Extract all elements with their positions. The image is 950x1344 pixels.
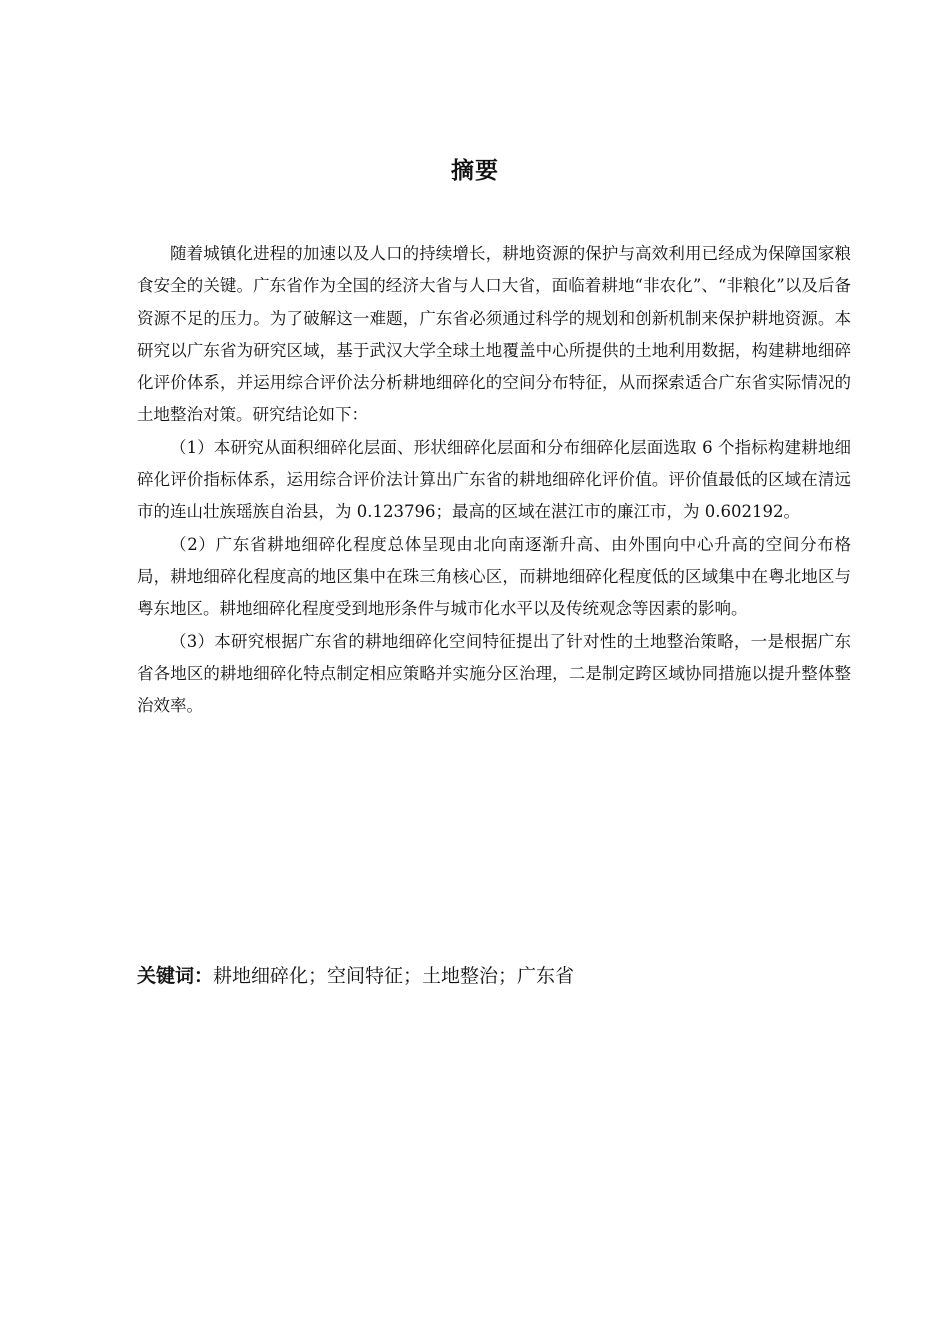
abstract-title: 摘要 — [451, 158, 499, 184]
keywords-label: 关键词： — [137, 965, 214, 987]
abstract-paragraph-conclusion-3: （3）本研究根据广东省的耕地细碎化空间特征提出了针对性的土地整治策略，一是根据广东省各地区的耕地细碎化特点制定相应策略并实施分区治理，二是制定跨区域协同措施以提升整体整治效率。 — [137, 631, 851, 716]
abstract-paragraph-conclusion-1: （1）本研究从面积细碎化层面、形状细碎化层面和分布细碎化层面选取 6 个指标构建耕地细碎化评价指标体系，运用综合评价法计算出广东省的耕地细碎化评价值。评价值最低的区域在清远市的连山壮族瑶族自治县，为 0.123796；最高的区域在湛江市的廉江市，为 0.602192。 — [137, 437, 851, 522]
keywords-line — [137, 960, 851, 992]
abstract-paragraph-conclusion-2: （2）广东省耕地细碎化程度总体呈现由北向南逐渐升高、由外围向中心升高的空间分布格局，耕地细碎化程度高的地区集中在珠三角核心区，而耕地细碎化程度低的区域集中在粤北地区与粤东地区。耕地细碎化程度受到地形条件与城市化水平以及传统观念等因素的影响。 — [137, 534, 851, 619]
keywords-text: 耕地细碎化；空间特征；土地整治；广东省 — [213, 965, 575, 987]
abstract-body — [137, 238, 851, 722]
abstract-paragraph-intro: 随着城镇化进程的加速以及人口的持续增长，耕地资源的保护与高效利用已经成为保障国家粮食安全的关键。广东省作为全国的经济大省与人口大省，面临着耕地“非农化”、“非粮化”以及后备资源不足的压力。为了破解这一难题，广东省必须通过科学的规划和创新机制来保护耕地资源。本研究以广东省为研究区域，基于武汉大学全球土地覆盖中心所提供的土地利用数据，构建耕地细碎化评价体系，并运用综合评价法分析耕地细碎化的空间分布特征，从而探索适合广东省实际情况的土地整治对策。研究结论如下： — [137, 244, 851, 425]
